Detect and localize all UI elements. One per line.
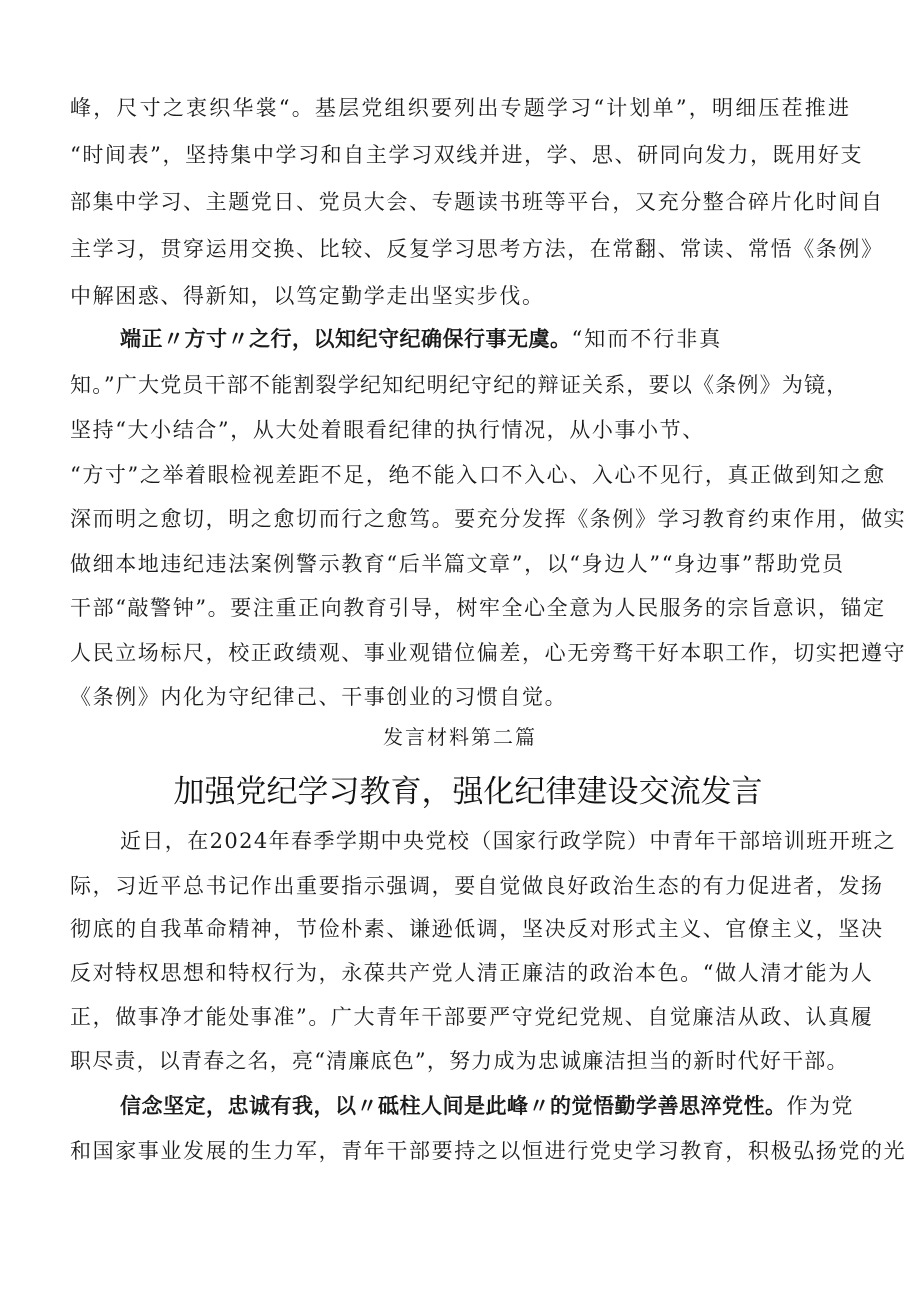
paragraph-line: 深而明之愈切，明之愈切而行之愈笃。要充分发挥《条例》学习教育约束作用，做实: [70, 507, 907, 531]
paragraph-line: 峰，尺寸之衷织华裳“。基层党组织要列出专题学习“计划单”，明细压茬推进: [70, 96, 852, 120]
paragraph-line: 近日，在2024年春季学期中央党校（国家行政学院）中青年干部培训班开班之: [120, 829, 896, 853]
paragraph-line: 主学习，贯穿运用交换、比较、反复学习思考方法，在常翻、常读、常悟《条例》: [70, 237, 884, 261]
paragraph-line: 际，习近平总书记作出重要指示强调，要自觉做良好政治生态的有力促进者，发扬: [70, 874, 884, 898]
paragraph-line: [120, 1091, 854, 1121]
paragraph-line: 《条例》内化为守纪律己、干事创业的习惯自觉。: [70, 685, 568, 709]
paragraph-line: 反对特权思想和特权行为，永葆共产党人清正廉洁的政治本色。“做人清才能为人: [70, 961, 874, 985]
section-label: 发言材料第二篇: [383, 725, 537, 749]
paragraph-line: 正，做事净才能处事准”。广大青年干部要严守党纪党规、自觉廉洁从政、认真履: [70, 1005, 874, 1029]
paragraph-line: 干部“敲警钟”。要注重正向教育引导，树牢全心全意为人民服务的宗旨意识，锚定: [70, 596, 886, 620]
paragraph-line: 坚持“大小结合”，从大处着眼看纪律的执行情况，从小事小节、: [70, 418, 705, 442]
paragraph-line: 职尽责，以青春之名，亮“清廉底色”，努力成为忠诚廉洁担当的新时代好干部。: [70, 1049, 849, 1073]
paragraph-line: 部集中学习、主题党日、党员大会、专题读书班等平台，又充分整合碎片化时间自: [70, 190, 884, 214]
paragraph-line: 知。”广大党员干部不能割裂学纪知纪明纪守纪的辩证关系，要以《条例》为镜，: [70, 373, 849, 397]
paragraph-line: “方寸”之举着眼检视差距不足，绝不能入口不入心、入心不见行，真正做到知之愈: [70, 463, 886, 487]
paragraph-text: “知而不行非真: [571, 327, 723, 351]
paragraph-line: 彻底的自我革命精神，节俭朴素、谦逊低调，坚决反对形式主义、官僚主义，坚决: [70, 917, 884, 941]
document-title: 加强党纪学习教育，强化纪律建设交流发言: [173, 774, 763, 810]
paragraph-line: 和国家事业发展的生力军，青年干部要持之以恒进行党史学习教育，积极弘扬党的光: [70, 1139, 907, 1163]
paragraph-text: 作为党: [786, 1094, 854, 1118]
paragraph-line: [120, 324, 722, 354]
paragraph-heading: 信念坚定，忠诚有我，以〃砥柱人间是此峰〃的觉悟勤学善思淬党性。: [120, 1094, 787, 1118]
paragraph-heading: 端正〃方寸〃之行，以知纪守纪确保行事无虞。: [120, 327, 572, 351]
paragraph-line: 做细本地违纪违法案例警示教育“后半篇文章”，以“身边人”“身边事”帮助党员: [70, 552, 845, 576]
paragraph-line: 中解困惑、得新知，以笃定勤学走出坚实步伐。: [70, 284, 545, 308]
paragraph-line: “时间表”，坚持集中学习和自主学习双线并进，学、思、研同向发力，既用好支: [70, 143, 864, 167]
paragraph-line: 人民立场标尺，校正政绩观、事业观错位偏差，心无旁骛干好本职工作，切实把遵守: [70, 641, 907, 665]
